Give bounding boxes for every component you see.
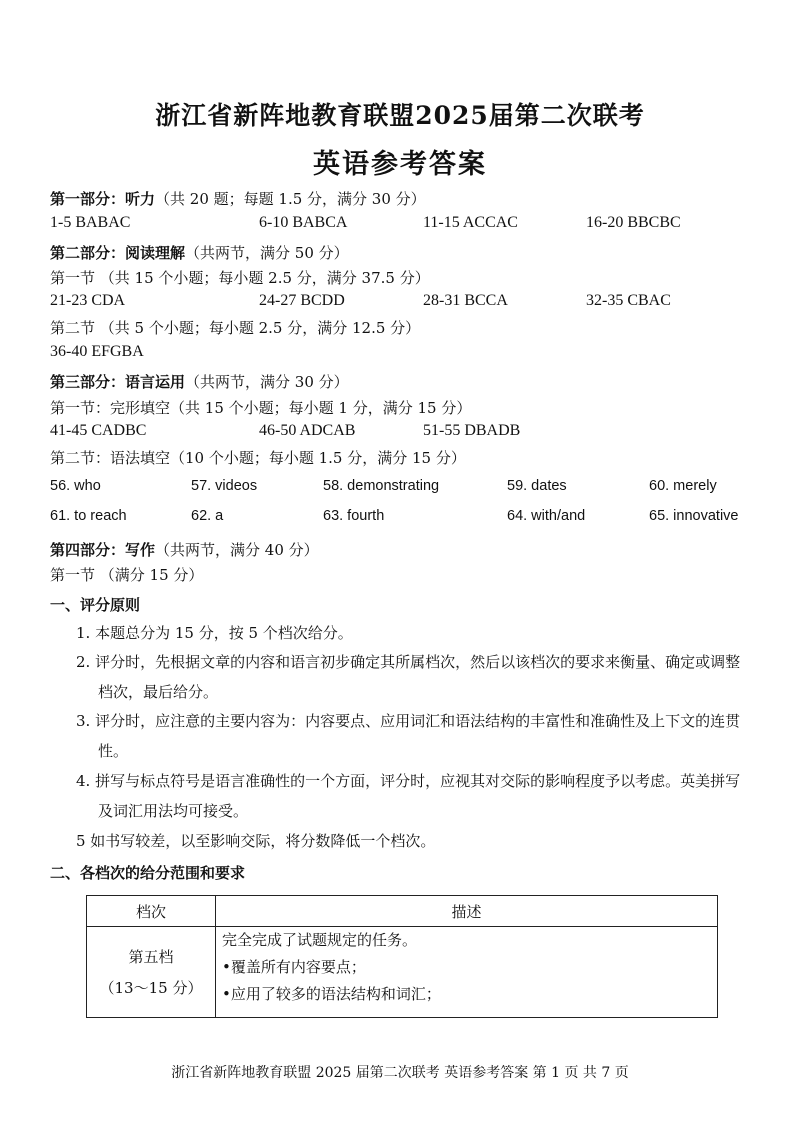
answer-11-15: 11-15 ACCAC (423, 214, 518, 231)
part4-info: （共两节，满分 40 分） (155, 541, 319, 559)
grammar-answer-63: 63. fourth (323, 508, 385, 524)
level-name: 第五档 (128, 948, 174, 966)
column-header-description: 描述 (216, 896, 718, 927)
principle-item-3: 3. 评分时，应注意的主要内容为：内容要点、应用词汇和语法结构的丰富性和准确性及上下文的连贯性。 (76, 712, 741, 760)
part3-section2: 第二节：语法填空（10 个小题；每小题 1.5 分，满分 15 分） (50, 449, 466, 467)
answer-46-50: 46-50 ADCAB (259, 422, 356, 439)
principle-item-4: 4. 拼写与标点符号是语言准确性的一个方面，评分时，应视其对交际的影响程度予以考虑。英美拼写及词汇用法均可接受。 (76, 772, 741, 820)
table-row (87, 927, 718, 1018)
description-cell (216, 927, 718, 1018)
grammar-answer-65: 65. innovative (649, 508, 739, 524)
description-line: •应用了较多的语法结构和词汇； (222, 985, 441, 1003)
part4-heading: 第四部分：写作 (50, 541, 156, 559)
answer-21-23: 21-23 CDA (50, 292, 126, 309)
part3-info: （共两节，满分 30 分） (185, 373, 349, 391)
document-title: 浙江省新阵地教育联盟2025届第二次联考 (155, 101, 645, 130)
part1-line (50, 188, 426, 209)
part2-info: （共两节，满分 50 分） (185, 244, 349, 262)
part4-line (50, 539, 319, 560)
grammar-answer-57: 57. videos (191, 478, 258, 494)
grading-table (86, 895, 718, 1018)
part4-section1: 第一节 （满分 15 分） (50, 566, 204, 584)
answer-51-55: 51-55 DBADB (423, 422, 521, 439)
description-line: 完全完成了试题规定的任务。 (222, 931, 418, 949)
level-range: （13～15 分） (99, 979, 203, 997)
table-header-row (87, 896, 718, 927)
description-line: •覆盖所有内容要点； (222, 958, 366, 976)
answer-16-20: 16-20 BBCBC (586, 214, 681, 231)
grammar-answer-62: 62. a (191, 508, 224, 524)
part2-section1: 第一节 （共 15 个小题；每小题 2.5 分，满分 37.5 分） (50, 269, 430, 287)
grammar-answer-58: 58. demonstrating (323, 478, 440, 494)
level-cell (87, 927, 216, 1018)
grammar-answer-64: 64. with/and (507, 508, 586, 524)
grammar-answer-60: 60. merely (649, 478, 717, 494)
document-subtitle: 英语参考答案 (313, 149, 487, 180)
page-footer: 浙江省新阵地教育联盟 2025 届第二次联考 英语参考答案 第 1 页 共 7 页 (171, 1065, 629, 1081)
part3-heading: 第三部分：语言运用 (50, 373, 186, 391)
grades-heading: 二、各档次的给分范围和要求 (50, 864, 246, 882)
answer-32-35: 32-35 CBAC (586, 292, 671, 309)
answer-6-10: 6-10 BABCA (259, 214, 348, 231)
part2-line (50, 242, 349, 263)
part2-heading: 第二部分：阅读理解 (50, 244, 186, 262)
answer-24-27: 24-27 BCDD (259, 292, 345, 309)
answer-1-5: 1-5 BABAC (50, 214, 131, 231)
grammar-answer-56: 56. who (50, 478, 101, 494)
principle-item-1: 1. 本题总分为 15 分，按 5 个档次给分。 (76, 624, 353, 642)
answer-28-31: 28-31 BCCA (423, 292, 508, 309)
answer-41-45: 41-45 CADBC (50, 422, 147, 439)
answer-36-40: 36-40 EFGBA (50, 343, 144, 360)
part3-line (50, 371, 349, 392)
part2-section2: 第二节 （共 5 个小题；每小题 2.5 分，满分 12.5 分） (50, 319, 421, 337)
part3-section1: 第一节：完形填空（共 15 个小题；每小题 1 分，满分 15 分） (50, 399, 472, 417)
principle-item-2: 2. 评分时，先根据文章的内容和语言初步确定其所属档次，然后以该档次的要求来衡量、确定或调整档次，最后给分。 (76, 653, 741, 701)
principles-heading: 一、评分原则 (50, 596, 141, 614)
principle-item-5: 5 如书写较差，以至影响交际，将分数降低一个档次。 (76, 832, 436, 850)
grammar-answer-61: 61. to reach (50, 508, 127, 524)
grammar-answer-59: 59. dates (507, 478, 567, 494)
column-header-level: 档次 (87, 896, 216, 927)
part1-heading: 第一部分：听力 (50, 190, 156, 208)
part1-info: （共 20 题；每题 1.5 分，满分 30 分） (155, 190, 426, 208)
